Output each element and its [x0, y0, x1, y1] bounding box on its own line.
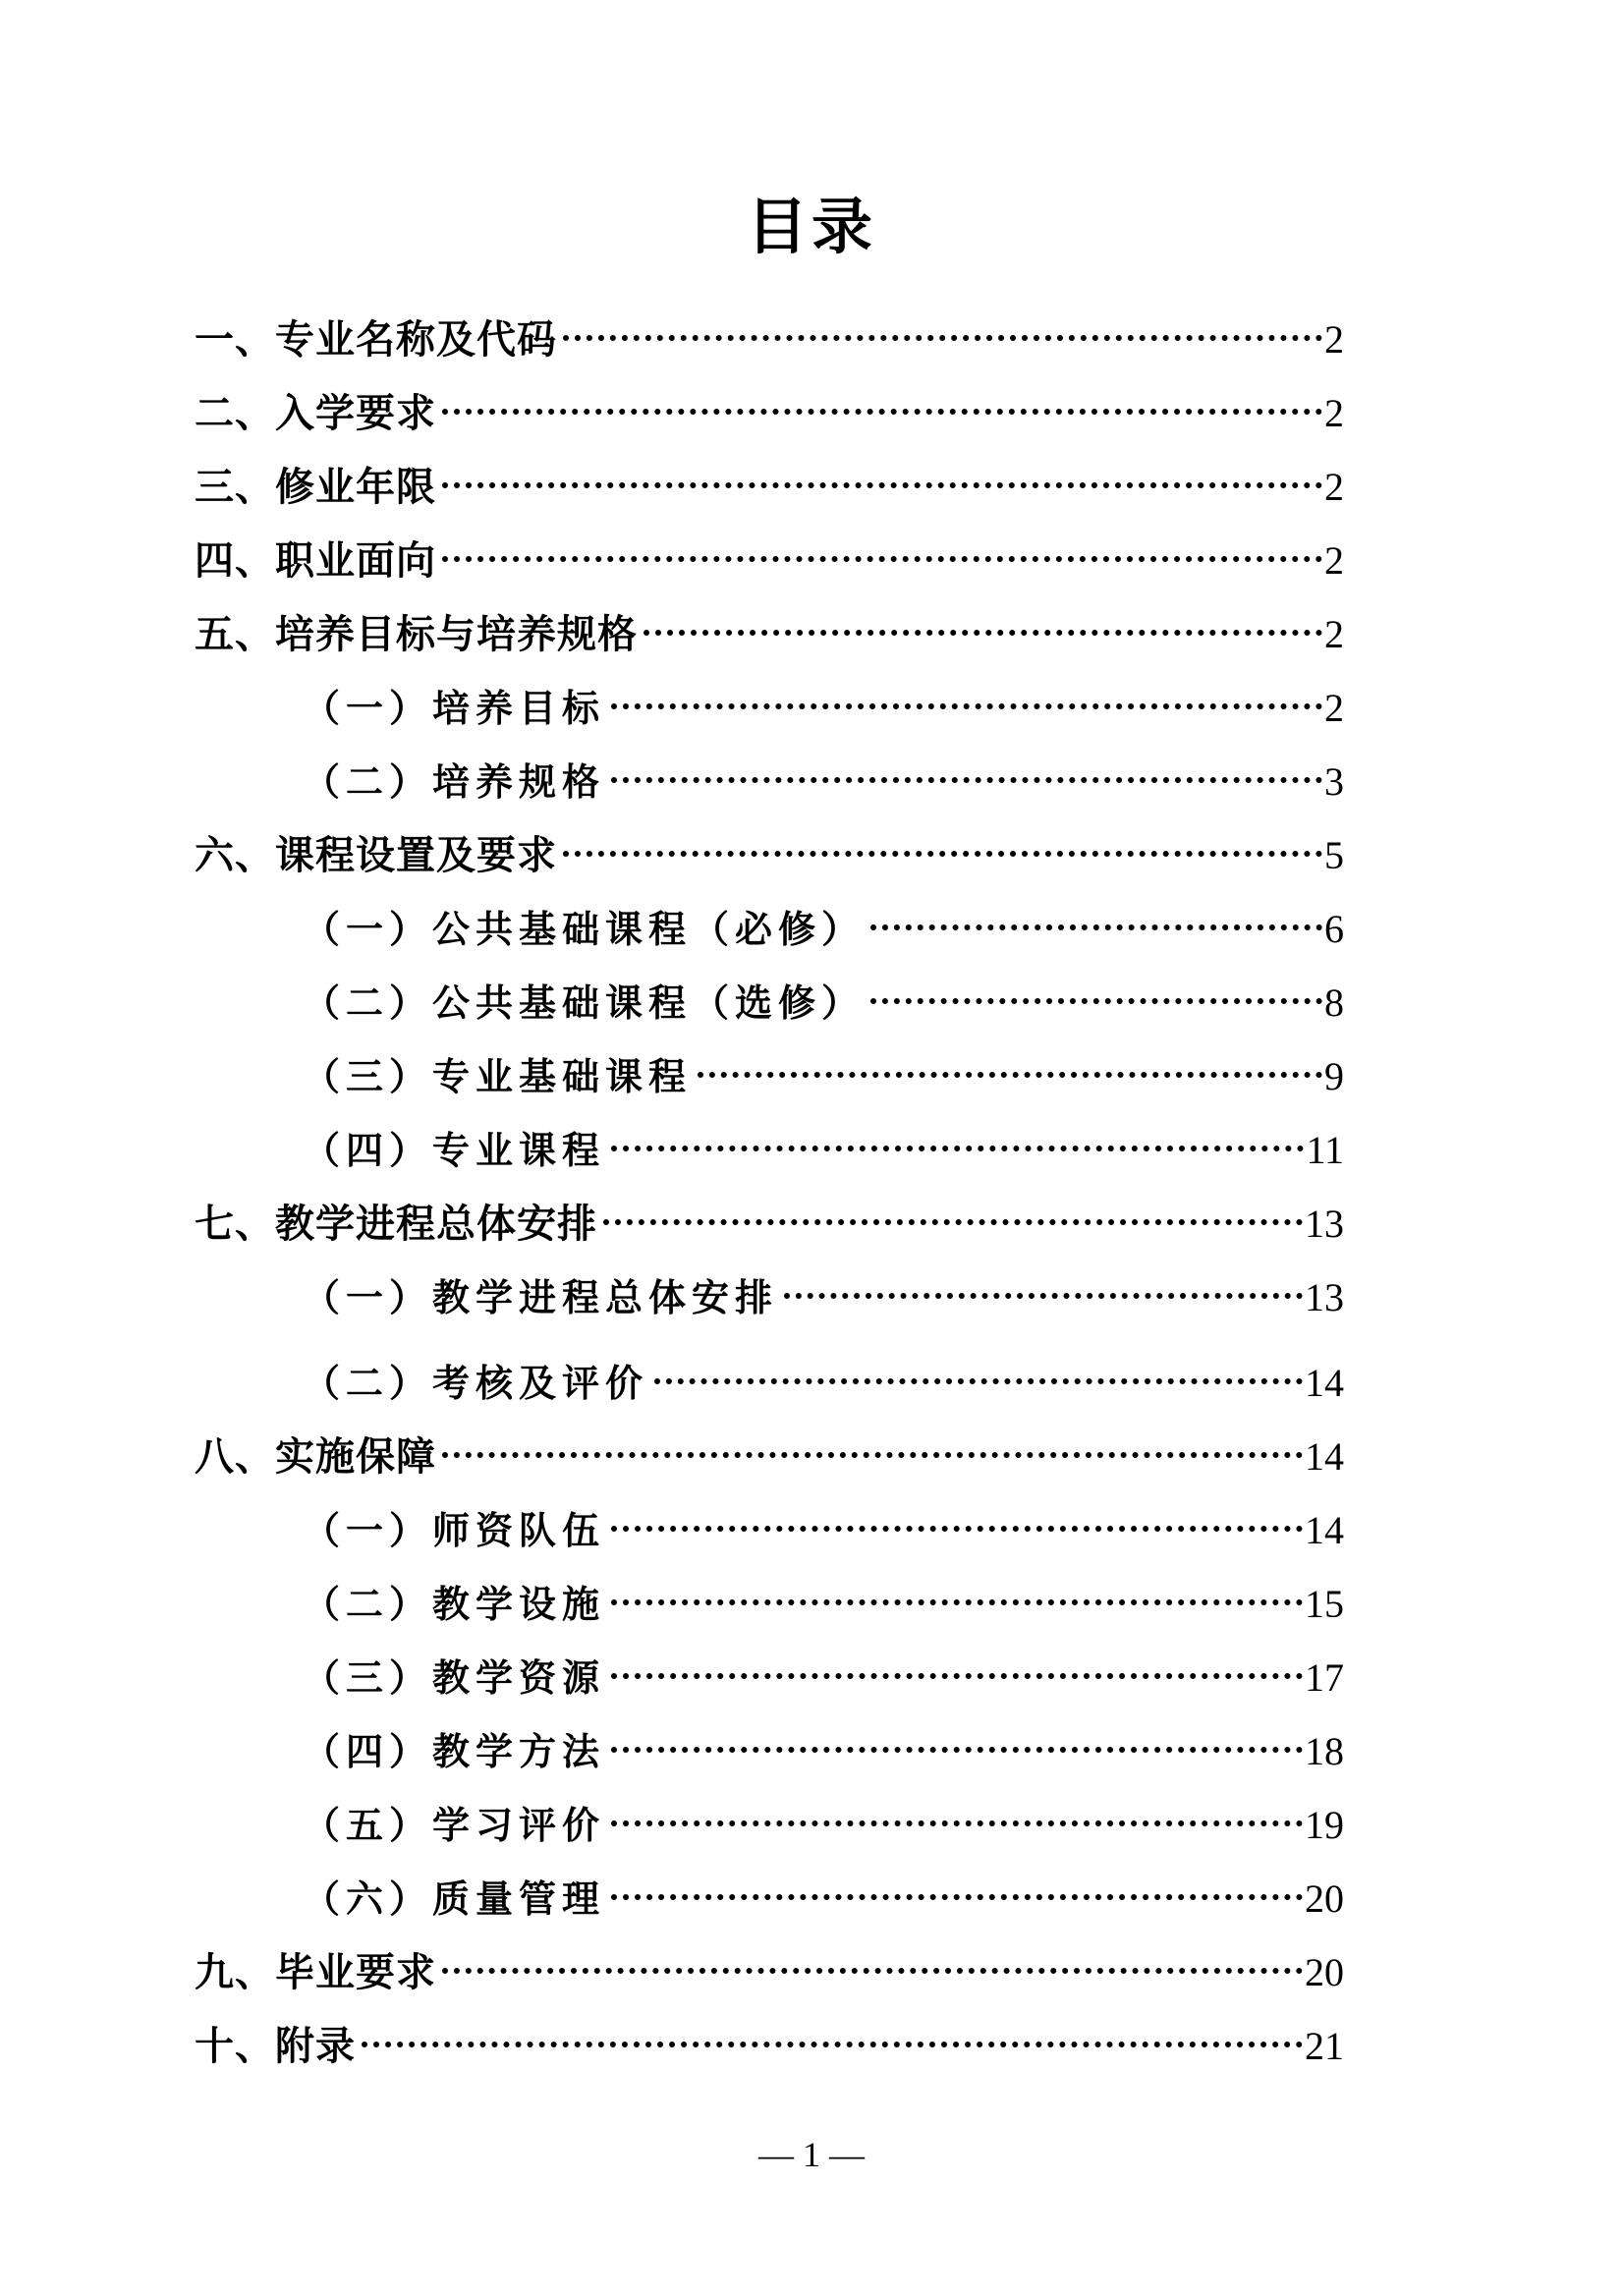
- toc-entry[interactable]: [195, 524, 1344, 597]
- toc-subentry[interactable]: [195, 1260, 1344, 1334]
- toc-entry-label: 四、职业面向: [195, 538, 436, 584]
- dot-leader: [611, 1894, 1303, 1900]
- toc-entry-label: 一、专业名称及代码: [195, 317, 557, 363]
- toc-subentry[interactable]: [195, 1641, 1344, 1714]
- dot-leader: [563, 335, 1322, 341]
- dot-leader: [442, 1968, 1303, 1974]
- toc-subentry[interactable]: [195, 892, 1344, 966]
- toc-subentry-page: 13: [1305, 1275, 1344, 1319]
- toc-entry-label: 三、修业年限: [195, 465, 436, 510]
- dot-leader: [611, 1146, 1304, 1151]
- toc-subentry-label: （二）培养规格: [303, 759, 606, 804]
- toc-entry-label: 七、教学进程总体安排: [195, 1202, 597, 1247]
- toc-subentry-label: （二）考核及评价: [303, 1361, 649, 1405]
- toc-subentry-page: 8: [1324, 980, 1344, 1025]
- toc-subentry-page: 19: [1305, 1803, 1344, 1847]
- toc-subentry[interactable]: [195, 1788, 1344, 1862]
- toc-subentry-page: 6: [1324, 907, 1344, 951]
- dot-leader: [611, 1673, 1303, 1679]
- dot-leader: [362, 2042, 1303, 2047]
- toc-entry-page: 2: [1324, 317, 1344, 362]
- toc-entry-page: 5: [1324, 833, 1344, 877]
- toc-entry[interactable]: [195, 2009, 1344, 2083]
- toc-subentry[interactable]: [195, 1039, 1344, 1113]
- dot-leader: [870, 998, 1322, 1004]
- dot-leader: [611, 1526, 1303, 1532]
- toc-subentry-page: 3: [1324, 759, 1344, 804]
- toc-entry-label: 八、实施保障: [195, 1434, 436, 1480]
- toc-entry[interactable]: [195, 450, 1344, 524]
- toc-entry-page: 20: [1305, 1950, 1344, 1994]
- toc-subentry[interactable]: [195, 1714, 1344, 1788]
- toc-subentry-label: （一）教学进程总体安排: [303, 1275, 779, 1319]
- toc-entry[interactable]: [195, 303, 1344, 376]
- toc-subentry-label: （二）公共基础课程（选修）: [303, 980, 866, 1025]
- toc-subentry-label: （二）教学设施: [303, 1582, 606, 1626]
- dot-leader: [654, 1378, 1303, 1384]
- toc-entry-page: 14: [1305, 1434, 1344, 1479]
- toc-list: [195, 303, 1344, 2083]
- dot-leader: [603, 1219, 1303, 1225]
- toc-entry-label: 九、毕业要求: [195, 1950, 436, 1995]
- dot-leader: [442, 1452, 1303, 1458]
- toc-subentry[interactable]: [195, 1346, 1344, 1420]
- dot-leader: [442, 482, 1322, 488]
- dot-leader: [698, 1072, 1322, 1078]
- toc-entry[interactable]: [195, 1935, 1344, 2009]
- dot-leader: [611, 1820, 1303, 1826]
- toc-title: 目录: [746, 191, 876, 262]
- dot-leader: [563, 851, 1322, 857]
- toc-entry[interactable]: [195, 597, 1344, 671]
- page-number-footer: — 1 —: [758, 2135, 865, 2174]
- toc-entry-label: 二、入学要求: [195, 391, 436, 436]
- toc-entry-page: 2: [1324, 612, 1344, 656]
- toc-subentry-label: （四）专业课程: [303, 1128, 606, 1172]
- toc-subentry[interactable]: [195, 1862, 1344, 1935]
- toc-subentry-label: （六）质量管理: [303, 1876, 606, 1921]
- toc-entry-label: 五、培养目标与培养规格: [195, 612, 638, 657]
- dot-leader: [442, 409, 1322, 415]
- dot-leader: [644, 630, 1322, 636]
- toc-entry-label: 六、课程设置及要求: [195, 833, 557, 878]
- toc-subentry-label: （一）公共基础课程（必修）: [303, 907, 866, 951]
- toc-subentry-page: 20: [1305, 1876, 1344, 1921]
- dot-leader: [870, 924, 1322, 930]
- toc-subentry-label: （三）专业基础课程: [303, 1054, 693, 1098]
- toc-subentry-page: 17: [1305, 1655, 1344, 1700]
- toc-entry[interactable]: [195, 1420, 1344, 1493]
- toc-entry-page: 21: [1305, 2024, 1344, 2068]
- toc-subentry-page: 15: [1305, 1582, 1344, 1626]
- toc-subentry-label: （一）师资队伍: [303, 1508, 606, 1552]
- dot-leader: [611, 777, 1322, 783]
- toc-subentry-page: 14: [1305, 1508, 1344, 1552]
- toc-subentry-label: （三）教学资源: [303, 1655, 606, 1700]
- toc-subentry[interactable]: [195, 1113, 1344, 1187]
- toc-entry-page: 13: [1305, 1202, 1344, 1246]
- toc-subentry-label: （一）培养目标: [303, 686, 606, 730]
- toc-subentry-page: 2: [1324, 686, 1344, 730]
- toc-entry-page: 2: [1324, 391, 1344, 435]
- toc-entry[interactable]: [195, 818, 1344, 892]
- toc-subentry-page: 9: [1324, 1054, 1344, 1098]
- toc-subentry[interactable]: [195, 745, 1344, 818]
- toc-subentry-label: （四）教学方法: [303, 1729, 606, 1773]
- dot-leader: [611, 703, 1322, 709]
- toc-subentry-page: 14: [1305, 1361, 1344, 1405]
- toc-entry-label: 十、附录: [195, 2024, 356, 2069]
- dot-leader: [611, 1599, 1303, 1605]
- toc-subentry[interactable]: [195, 1493, 1344, 1567]
- toc-entry[interactable]: [195, 376, 1344, 450]
- toc-subentry[interactable]: [195, 1567, 1344, 1641]
- toc-entry-page: 2: [1324, 465, 1344, 509]
- toc-subentry-page: 11: [1306, 1128, 1344, 1172]
- dot-leader: [442, 556, 1322, 562]
- dot-leader: [784, 1293, 1303, 1299]
- toc-subentry[interactable]: [195, 966, 1344, 1039]
- toc-subentry-page: 18: [1305, 1729, 1344, 1773]
- toc-subentry-label: （五）学习评价: [303, 1803, 606, 1847]
- dot-leader: [611, 1747, 1303, 1753]
- toc-entry-page: 2: [1324, 538, 1344, 583]
- toc-subentry[interactable]: [195, 671, 1344, 745]
- toc-entry[interactable]: [195, 1187, 1344, 1260]
